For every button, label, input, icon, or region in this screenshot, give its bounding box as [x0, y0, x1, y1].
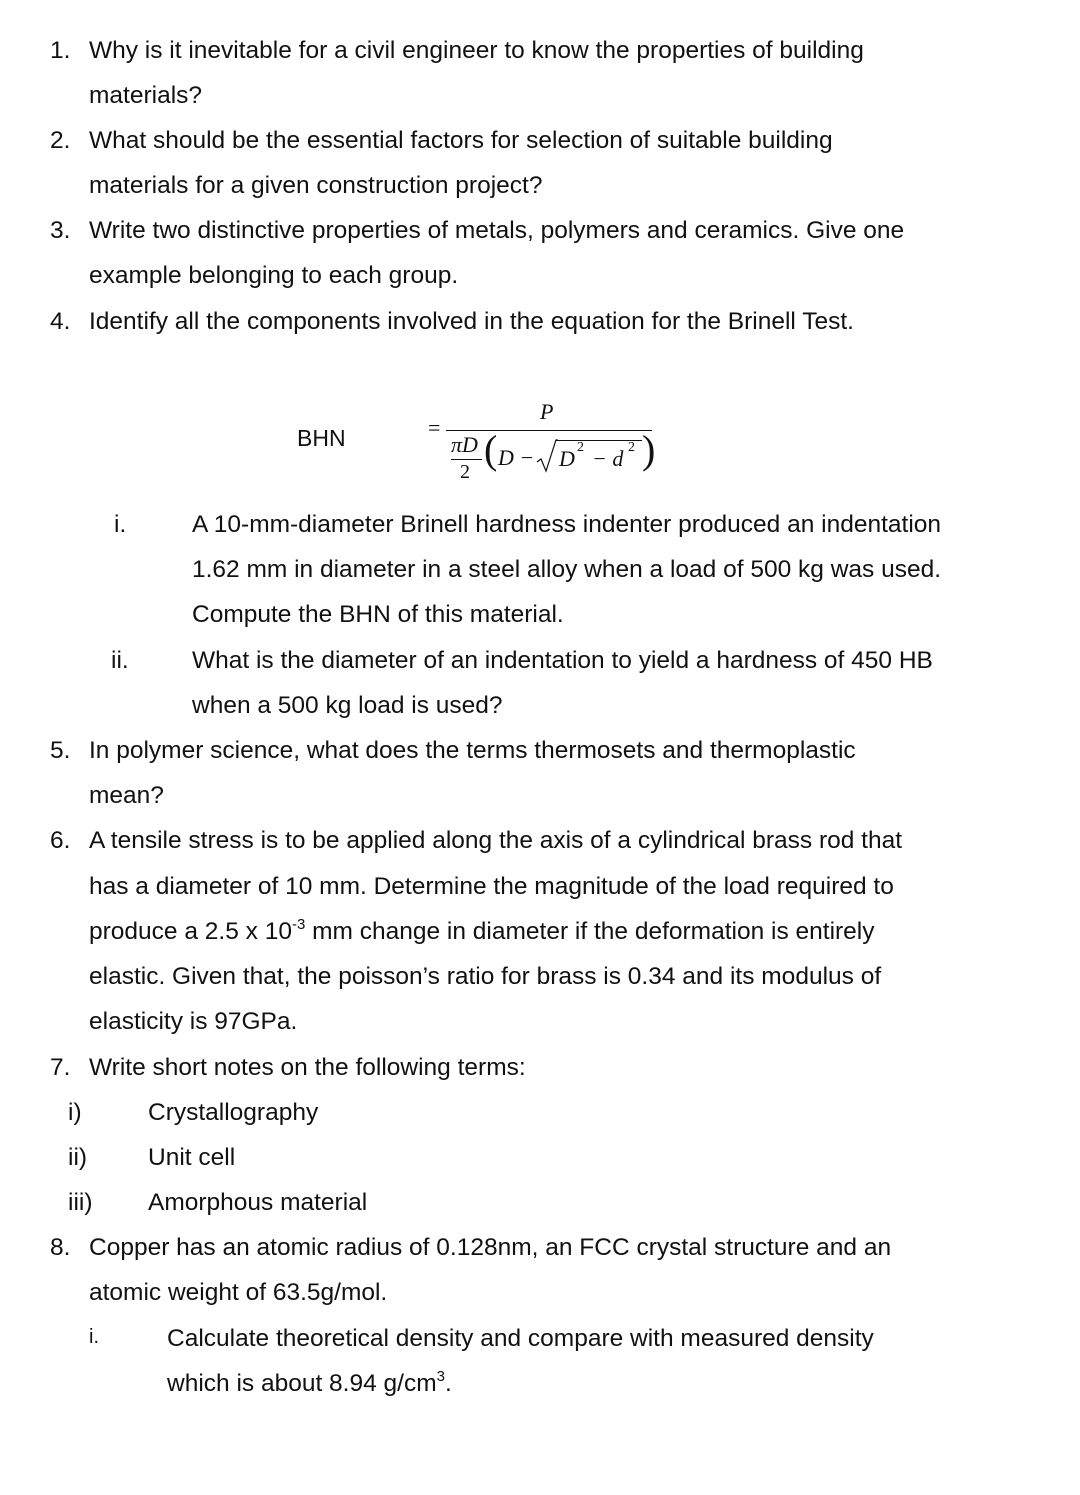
sub-question-text-line	[167, 1369, 452, 1399]
question-number: 3.	[50, 217, 71, 244]
question-text-line: Copper has an atomic radius of 0.128nm, an FCC crystal structure and an	[89, 1234, 892, 1261]
question-text-line: materials?	[89, 82, 203, 109]
sub-question-text-line: 1.62 mm in diameter in a steel alloy when a load of 500 kg was used.	[192, 556, 942, 583]
question-text-line: elastic. Given that, the poisson’s ratio for brass is 0.34 and its modulus of	[89, 963, 882, 990]
question-text-line: atomic weight of 63.5g/mol.	[89, 1279, 388, 1306]
formula-exponent: 2	[577, 440, 584, 455]
sub-question-number: i.	[114, 511, 127, 538]
question-text-line: materials for a given construction project?	[89, 172, 543, 199]
term-text: Unit cell	[148, 1144, 236, 1171]
formula-D: D	[559, 446, 575, 471]
sub-question-number: ii.	[111, 647, 129, 674]
text-segment: which is about 8.94 g/cm	[167, 1370, 437, 1397]
question-number: 8.	[50, 1234, 71, 1261]
sub-question-number: i.	[89, 1326, 99, 1348]
term-text: Amorphous material	[148, 1189, 368, 1216]
sub-question-text-line: Compute the BHN of this material.	[192, 601, 564, 628]
sub-question-text-line: What is the diameter of an indentation to yield a hardness of 450 HB	[192, 647, 933, 674]
exponent: 3	[436, 1368, 445, 1385]
question-text-line: Why is it inevitable for a civil engineer to know the properties of building	[89, 37, 864, 64]
formula-lhs: BHN	[297, 425, 346, 451]
question-number: 5.	[50, 737, 71, 764]
open-paren: (	[484, 427, 498, 472]
small-fraction-bar	[451, 459, 482, 460]
question-text-line: Identify all the components involved in the equation for the Brinell Test.	[89, 308, 854, 335]
term-number: i)	[68, 1099, 82, 1126]
square-root-icon	[536, 438, 558, 474]
term-text: Crystallography	[148, 1099, 319, 1126]
question-text-line: What should be the essential factors for selection of suitable building	[89, 127, 833, 154]
formula-numerator: P	[540, 399, 554, 424]
question-text-line: Write short notes on the following terms:	[89, 1054, 526, 1081]
formula-pi-d: πD	[451, 432, 478, 457]
question-number: 7.	[50, 1054, 71, 1081]
text-segment: .	[445, 1370, 452, 1397]
sub-question-text-line: when a 500 kg load is used?	[192, 692, 503, 719]
question-text-line: Write two distinctive properties of metals, polymers and ceramics. Give one	[89, 217, 905, 244]
formula-minus-d: − d	[592, 446, 624, 471]
term-number: iii)	[68, 1189, 93, 1216]
close-paren: )	[642, 427, 656, 472]
formula-exponent: 2	[628, 440, 635, 455]
question-text-line: A tensile stress is to be applied along the axis of a cylindrical brass rod that	[89, 827, 903, 854]
text-segment: mm change in diameter if the deformation is entirely	[305, 918, 875, 945]
formula-equals: =	[428, 415, 441, 440]
question-number: 6.	[50, 827, 71, 854]
sub-question-text-line: A 10-mm-diameter Brinell hardness indenter produced an indentation	[192, 511, 942, 538]
question-text-line	[89, 917, 875, 947]
question-number: 1.	[50, 37, 71, 64]
question-text-line: example belonging to each group.	[89, 262, 459, 289]
formula-two: 2	[460, 461, 470, 483]
question-text-line: mean?	[89, 782, 164, 809]
question-number: 2.	[50, 127, 71, 154]
fraction-bar	[446, 430, 652, 431]
question-text-line: elasticity is 97GPa.	[89, 1008, 298, 1035]
formula-d-minus: D −	[498, 445, 535, 470]
sub-question-text-line: Calculate theoretical density and compare with measured density	[167, 1325, 874, 1352]
question-text-line: In polymer science, what does the terms thermosets and thermoplastic	[89, 737, 856, 764]
question-text-line: has a diameter of 10 mm. Determine the magnitude of the load required to	[89, 873, 894, 900]
question-number: 4.	[50, 308, 71, 335]
exponent: -3	[291, 916, 306, 933]
text-segment: produce a 2.5 x 10	[89, 918, 292, 945]
term-number: ii)	[68, 1144, 88, 1171]
